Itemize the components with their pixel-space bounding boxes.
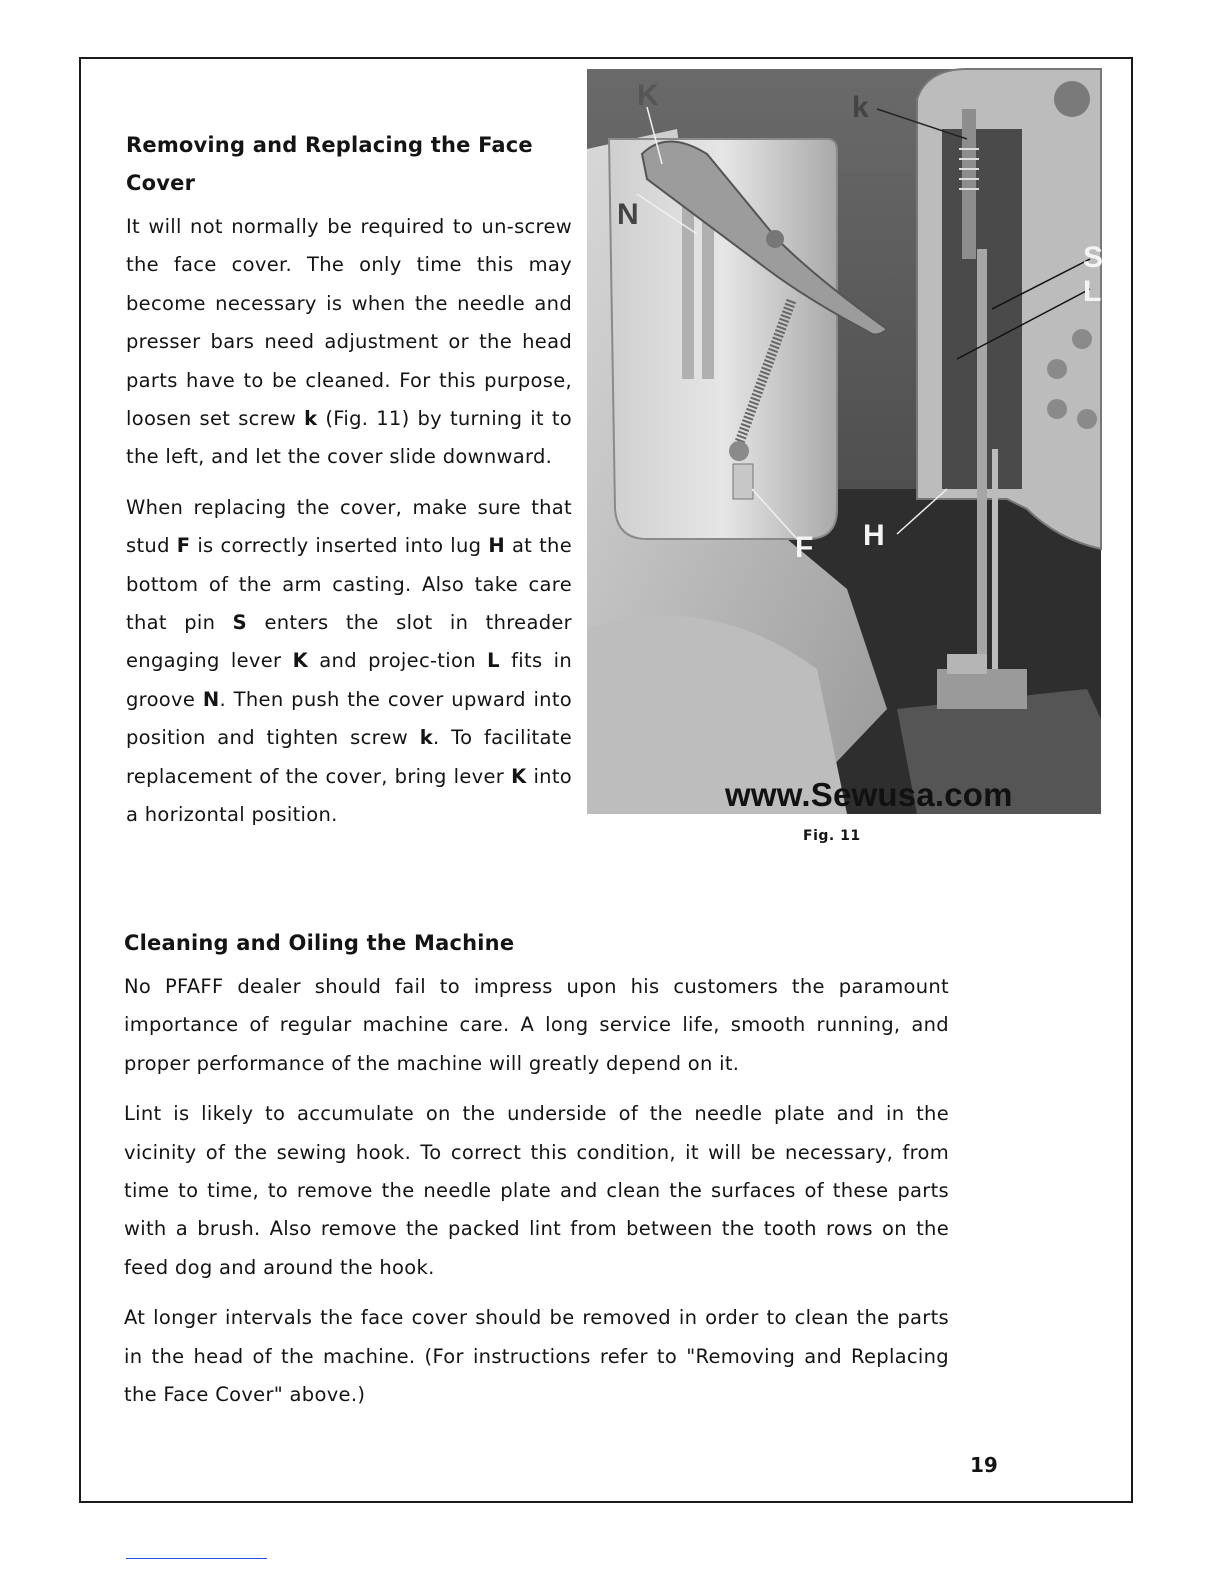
- paragraph-dealer: No PFAFF dealer should fail to impress upon his customers the paramount importance of regular machine care. A long service life, smooth running, and proper performance of the machine will greatly depend on it.: [124, 975, 949, 1075]
- page-number: 19: [970, 1453, 998, 1477]
- label-H: H: [863, 519, 885, 552]
- section-face-cover: [126, 126, 572, 847]
- sewing-machine-illustration: [587, 69, 1104, 814]
- section-heading: Cleaning and Oiling the Machine: [124, 931, 515, 955]
- paragraph-longer-intervals: At longer intervals the face cover should be removed in order to clean the parts in the head of the machine. (For instructions refer to "Removing and Replacing the Face Cover" above.): [124, 1306, 949, 1407]
- figure-11-photo: [587, 69, 1104, 814]
- section-heading: Removing and Replacing the Face Cover: [126, 133, 533, 195]
- figure-caption: Fig. 11: [803, 828, 861, 844]
- watermark-url: www.Sewusa.com: [725, 776, 1013, 813]
- section-cleaning-oiling: [124, 924, 949, 1426]
- label-k: k: [852, 91, 869, 124]
- label-F: F: [795, 531, 814, 564]
- footer-underline: [126, 1558, 267, 1559]
- paragraph-lint: Lint is likely to accumulate on the underside of the needle plate and in the vicinity of the sewing hook. To correct this condition, it will be necessary, from time to time, to remove the needle plate and clean the surfaces of these parts with a brush. Also remove the packed lint from between the tooth rows on the feed dog and around the hook.: [124, 1102, 949, 1279]
- paragraph-replacing: When replacing the cover, make sure that stud F is correctly inserted into lug H at the bottom of the arm casting. Also take care that pin S enters the slot in threader engaging lever K and projec-tion L fits in groove N. Then push the cover upward into position and tighten screw k. To facilitate replacement of the cover, bring lever K into a horizontal position.: [126, 495, 573, 827]
- paragraph-removing: It will not normally be required to un-screw the face cover. The only time this may become necessary is when the needle and presser bars need adjustment or the head parts have to be cleaned. For this purpose, loosen set screw k (Fig. 11) by turning it to the left, and let the cover slide downward.: [126, 215, 572, 469]
- label-L: L: [1083, 275, 1102, 308]
- label-N: N: [617, 198, 639, 231]
- label-K: K: [637, 79, 659, 112]
- label-S: S: [1083, 241, 1104, 274]
